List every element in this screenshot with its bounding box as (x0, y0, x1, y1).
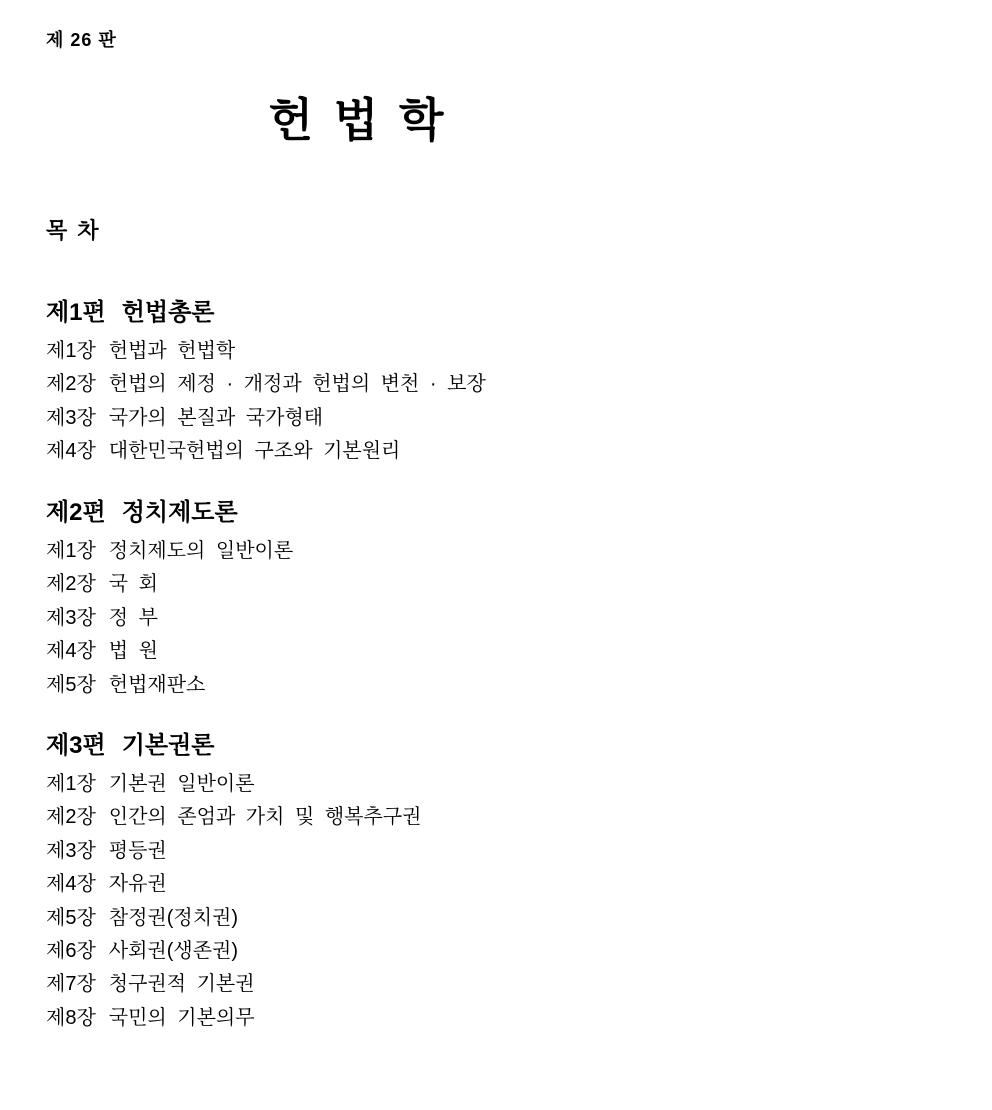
chapter-title: 청구권적 기본권 (108, 973, 255, 996)
chapter-title: 정 부 (108, 606, 158, 629)
toc-entry (46, 402, 486, 435)
chapter-number: 제7장 (46, 973, 96, 996)
chapter-title: 국 회 (108, 573, 158, 596)
toc-entry (46, 935, 421, 968)
chapter-title: 인간의 존엄과 가치 및 행복추구권 (108, 806, 422, 829)
chapter-title: 헌법재판소 (108, 673, 206, 696)
chapter-number: 제4장 (46, 640, 96, 663)
chapter-number: 제8장 (46, 1006, 96, 1029)
part-number: 제3편 (46, 732, 106, 759)
chapter-number: 제4장 (46, 873, 96, 896)
chapter-number: 제3장 (46, 839, 96, 862)
toc-entry (46, 968, 421, 1001)
part-name: 헌법총론 (121, 299, 215, 326)
book-title: 헌 법 학 (268, 94, 448, 146)
toc-entry (46, 602, 293, 635)
chapter-number: 제3장 (46, 606, 96, 629)
toc-entry (46, 1002, 421, 1035)
chapter-title: 정치제도의 일반이론 (108, 540, 294, 562)
chapter-title: 참정권(정치권) (108, 906, 239, 929)
chapter-title: 국민의 기본의무 (108, 1006, 255, 1029)
chapter-title: 대한민국헌법의 구조와 기본원리 (108, 440, 401, 463)
chapter-title: 평등권 (108, 839, 167, 862)
chapter-title: 헌법과 헌법학 (108, 340, 236, 362)
toc-entry (46, 368, 486, 401)
part-heading (46, 730, 421, 762)
toc-entry (46, 669, 293, 702)
part-heading (46, 497, 293, 529)
toc-heading: 목 차 (46, 218, 101, 243)
toc-section-part3 (46, 730, 421, 1035)
toc-entry (46, 835, 421, 868)
toc-entry (46, 768, 421, 801)
chapter-number: 제1장 (46, 540, 96, 562)
chapter-number: 제1장 (46, 773, 96, 795)
chapter-number: 제4장 (46, 440, 96, 463)
toc-section-part2 (46, 497, 293, 702)
chapter-title: 사회권(생존권) (108, 940, 239, 963)
toc-entry (46, 902, 421, 935)
toc-entry (46, 535, 293, 568)
part-number: 제1편 (46, 299, 106, 326)
toc-entry (46, 435, 486, 468)
toc-entry (46, 868, 421, 901)
part-heading (46, 297, 486, 329)
edition-label: 제 26 판 (46, 30, 117, 50)
chapter-title: 국가의 본질과 국가형태 (108, 406, 324, 429)
chapter-number: 제2장 (46, 573, 96, 596)
chapter-title: 헌법의 제정 · 개정과 헌법의 변천 · 보장 (108, 373, 486, 396)
chapter-title: 법 원 (108, 640, 158, 663)
chapter-number: 제1장 (46, 340, 96, 362)
chapter-title: 자유권 (108, 873, 167, 896)
toc-entry (46, 635, 293, 668)
toc-entry (46, 335, 486, 368)
chapter-number: 제2장 (46, 373, 96, 396)
chapter-number: 제3장 (46, 406, 96, 429)
chapter-number: 제5장 (46, 673, 96, 696)
part-name: 기본권론 (121, 732, 215, 759)
chapter-number: 제2장 (46, 806, 96, 829)
toc-entry (46, 568, 293, 601)
chapter-number: 제6장 (46, 940, 96, 963)
toc-entry (46, 801, 421, 834)
part-number: 제2편 (46, 499, 106, 526)
toc-section-part1 (46, 297, 486, 469)
chapter-title: 기본권 일반이론 (108, 773, 255, 795)
part-name: 정치제도론 (121, 499, 238, 526)
chapter-number: 제5장 (46, 906, 96, 929)
